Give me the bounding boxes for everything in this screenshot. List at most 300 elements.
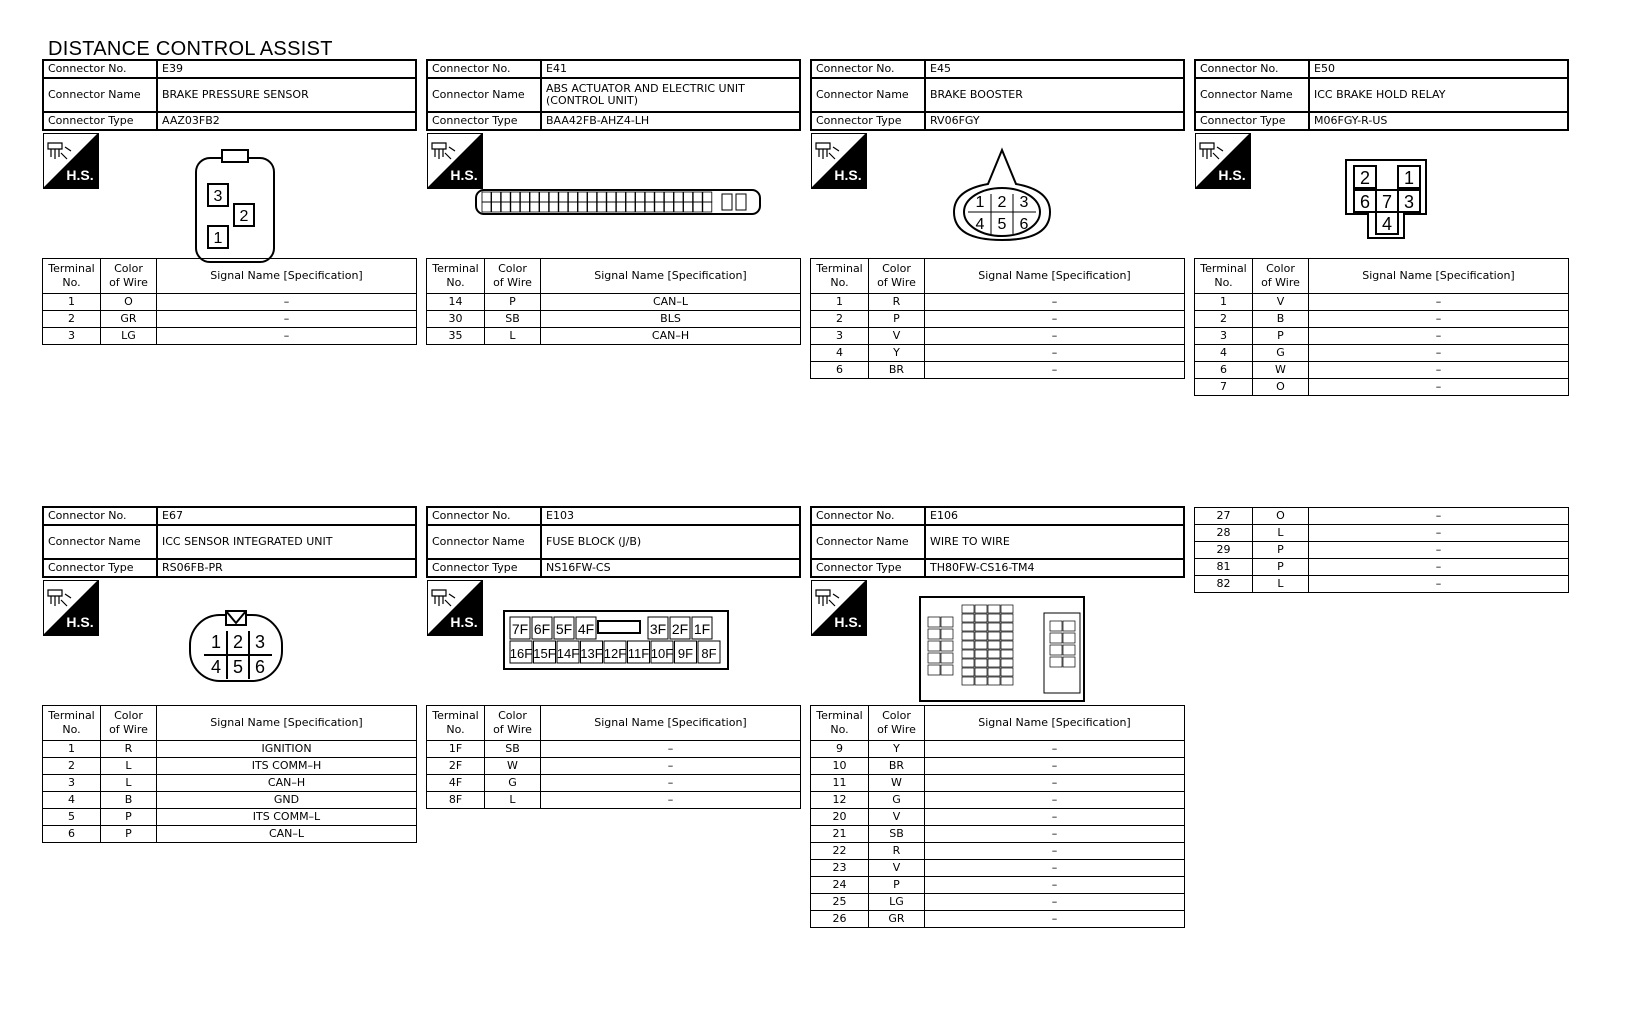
connector-no-value: E50 [1309,60,1568,78]
svg-text:2: 2 [997,194,1007,211]
wire-color-cell: L [485,792,541,809]
wire-color-cell: G [869,792,925,809]
connector-no-label: Connector No. [1195,60,1309,78]
signal-name-cell: – [925,758,1185,775]
signal-name-cell: – [925,328,1185,345]
connector-no-value: E103 [541,507,800,525]
terminal-no-cell: 6 [43,826,101,843]
signal-name-cell: ITS COMM–H [157,758,417,775]
fuse-label: 9F [677,646,694,661]
table-row [1195,311,1569,328]
signal-name-cell: – [1309,576,1569,593]
connector-name-label: Connector Name [1195,78,1309,112]
connector-header-table [42,506,417,578]
color-of-wire-header: Color of Wire [869,706,925,741]
table-row [1195,328,1569,345]
table-row [1195,508,1569,525]
terminal-no-cell: 30 [427,311,485,328]
svg-text:7: 7 [1381,192,1393,212]
signal-name-cell: – [1309,362,1569,379]
table-row [811,775,1185,792]
terminal-no-cell: 2 [43,758,101,775]
svg-text:1: 1 [975,194,985,211]
table-row [811,877,1185,894]
svg-text:3: 3 [213,188,223,205]
wire-color-cell: W [485,758,541,775]
wire-color-cell: P [1253,542,1309,559]
svg-text:1: 1 [210,632,222,652]
connector-no-value: E39 [157,60,416,78]
signal-name-cell: – [157,311,417,328]
wire-color-cell: P [101,809,157,826]
harness-side-icon [1195,133,1251,189]
table-row [811,345,1185,362]
terminal-no-cell: 3 [1195,328,1253,345]
fuse-label: 14F [556,646,580,661]
harness-side-icon [43,133,99,189]
wire-color-cell: W [869,775,925,792]
color-of-wire-header: Color of Wire [485,706,541,741]
signal-table [810,705,1185,928]
color-of-wire-header: Color of Wire [101,706,157,741]
wire-color-cell: G [485,775,541,792]
signal-name-cell: – [1309,294,1569,311]
table-row [427,311,801,328]
terminal-no-cell: 1F [427,741,485,758]
connector-no-label: Connector No. [43,60,157,78]
svg-text:1: 1 [213,230,223,247]
fuse-label: 10F [650,646,674,661]
signal-name-cell: CAN–H [541,328,801,345]
table-row [1195,362,1569,379]
terminal-no-cell: 11 [811,775,869,792]
hs-label: H.S. [450,614,478,630]
wire-color-cell: BR [869,362,925,379]
terminal-no-cell: 10 [811,758,869,775]
signal-name-cell: – [541,792,801,809]
wire-color-cell: P [1253,559,1309,576]
wire-color-cell: R [869,843,925,860]
terminal-no-cell: 6 [811,362,869,379]
connector-name-value: BRAKE PRESSURE SENSOR [157,78,416,112]
connector-block-e45 [810,59,1185,131]
table-row [811,294,1185,311]
signal-table [426,705,801,809]
signal-name-cell: – [1309,559,1569,576]
signal-name-cell: – [925,311,1185,328]
terminal-no-cell: 2 [811,311,869,328]
wire-color-cell: Y [869,345,925,362]
connector-diagram [192,148,282,266]
wire-color-cell: L [485,328,541,345]
signal-name-cell: – [157,294,417,311]
signal-table [426,258,801,345]
connector-name-label: Connector Name [427,78,541,112]
terminal-no-header: Terminal No. [427,706,485,741]
terminal-no-cell: 4 [1195,345,1253,362]
terminal-no-cell: 2F [427,758,485,775]
connector-type-label: Connector Type [43,559,157,577]
table-row [811,311,1185,328]
fuse-label: 15F [533,646,556,661]
connector-type-value: AAZ03FB2 [157,112,416,130]
table-row [1195,542,1569,559]
connector-header-table [1194,59,1569,131]
connector-header-table [426,506,801,578]
wire-color-cell: SB [485,741,541,758]
signal-name-header: Signal Name [Specification] [541,706,801,741]
fuse-label: 2F [671,621,689,637]
connector-header-table [810,59,1185,131]
wire-color-cell: LG [101,328,157,345]
connector-diagram [186,609,286,685]
signal-name-cell: – [925,345,1185,362]
signal-name-header: Signal Name [Specification] [925,706,1185,741]
table-row [427,741,801,758]
wire-color-cell: GR [101,311,157,328]
hs-label: H.S. [66,614,94,630]
connector-name-value: ICC SENSOR INTEGRATED UNIT [157,525,416,559]
signal-name-cell: – [925,877,1185,894]
signal-name-cell: – [925,894,1185,911]
terminal-no-header: Terminal No. [1195,259,1253,294]
svg-text:6: 6 [254,657,266,677]
wire-color-cell: L [1253,525,1309,542]
signal-table [1194,258,1569,396]
svg-text:3: 3 [1019,194,1029,211]
terminal-no-cell: 4 [811,345,869,362]
table-row [43,311,417,328]
signal-name-header: Signal Name [Specification] [925,259,1185,294]
fuse-label: 11F [627,646,650,661]
wire-color-cell: L [101,775,157,792]
connector-type-label: Connector Type [811,559,925,577]
terminal-no-cell: 4 [43,792,101,809]
terminal-no-cell: 3 [43,328,101,345]
signal-name-cell: – [925,809,1185,826]
table-row [43,294,417,311]
terminal-no-cell: 22 [811,843,869,860]
svg-text:6: 6 [1359,192,1371,212]
connector-block-e50 [1194,59,1569,131]
terminal-no-cell: 20 [811,809,869,826]
connector-block-e41 [426,59,801,131]
color-of-wire-header: Color of Wire [101,259,157,294]
table-row [1195,345,1569,362]
connector-type-value: BAA42FB-AHZ4-LH [541,112,800,130]
table-row [43,809,417,826]
table-row [427,775,801,792]
connector-name-value: FUSE BLOCK (J/B) [541,525,800,559]
signal-table-e41 [426,258,801,345]
signal-name-header: Signal Name [Specification] [157,706,417,741]
wire-color-cell: P [1253,328,1309,345]
wire-color-cell: V [869,328,925,345]
fuse-label: 3F [649,621,667,637]
harness-side-icon [427,580,483,636]
connector-block-e39 [42,59,417,131]
terminal-no-cell: 28 [1195,525,1253,542]
wire-color-cell: SB [869,826,925,843]
wire-color-cell: P [869,877,925,894]
signal-name-cell: – [925,362,1185,379]
terminal-no-cell: 2 [43,311,101,328]
connector-header-table [426,59,801,131]
table-row [427,792,801,809]
connector-diagram [950,146,1054,244]
wire-color-cell: O [101,294,157,311]
connector-type-label: Connector Type [1195,112,1309,130]
signal-name-cell: GND [157,792,417,809]
table-row [811,860,1185,877]
connector-no-label: Connector No. [811,60,925,78]
signal-name-cell: CAN–L [541,294,801,311]
signal-name-cell: – [1309,345,1569,362]
terminal-no-cell: 81 [1195,559,1253,576]
fuse-label: 1F [693,621,711,637]
wire-color-cell: B [101,792,157,809]
wire-color-cell: GR [869,911,925,928]
harness-side-icon [427,133,483,189]
signal-table-e67 [42,705,417,843]
harness-side-icon [811,133,867,189]
signal-table-e45 [810,258,1185,379]
terminal-no-cell: 6 [1195,362,1253,379]
terminal-no-cell: 35 [427,328,485,345]
connector-type-value: NS16FW-CS [541,559,800,577]
table-row [1195,559,1569,576]
terminal-no-cell: 9 [811,741,869,758]
terminal-no-cell: 23 [811,860,869,877]
wire-color-cell: SB [485,311,541,328]
terminal-no-cell: 27 [1195,508,1253,525]
terminal-no-cell: 4F [427,775,485,792]
terminal-no-cell: 26 [811,911,869,928]
signal-table [42,705,417,843]
svg-text:3: 3 [1403,192,1415,212]
terminal-no-cell: 1 [43,294,101,311]
connector-type-label: Connector Type [43,112,157,130]
continuation-table [1194,507,1569,593]
signal-name-cell: – [1309,328,1569,345]
harness-side-icon [43,580,99,636]
table-row [43,826,417,843]
signal-name-cell: – [157,328,417,345]
terminal-no-cell: 25 [811,894,869,911]
wire-color-cell: V [1253,294,1309,311]
terminal-no-header: Terminal No. [43,259,101,294]
terminal-no-cell: 3 [43,775,101,792]
wire-color-cell: O [1253,379,1309,396]
signal-table [810,258,1185,379]
svg-text:6: 6 [1019,216,1029,233]
connector-diagram [1342,156,1432,242]
harness-side-icon [811,580,867,636]
color-of-wire-header: Color of Wire [869,259,925,294]
table-row [43,741,417,758]
connector-no-value: E45 [925,60,1184,78]
signal-name-cell: – [1309,379,1569,396]
hs-label: H.S. [1218,167,1246,183]
fuse-label: 4F [577,621,595,637]
terminal-no-cell: 3 [811,328,869,345]
svg-text:3: 3 [254,632,266,652]
signal-name-cell: – [1309,311,1569,328]
wire-color-cell: R [869,294,925,311]
page-title: DISTANCE CONTROL ASSIST [48,38,333,60]
color-of-wire-header: Color of Wire [1253,259,1309,294]
table-row [811,809,1185,826]
terminal-no-cell: 1 [1195,294,1253,311]
connector-type-value: M06FGY-R-US [1309,112,1568,130]
terminal-no-cell: 21 [811,826,869,843]
wire-color-cell: B [1253,311,1309,328]
table-row [427,758,801,775]
table-row [811,362,1185,379]
connector-name-label: Connector Name [43,525,157,559]
table-row [1195,379,1569,396]
terminal-no-header: Terminal No. [427,259,485,294]
table-row [43,792,417,809]
signal-name-cell: CAN–H [157,775,417,792]
terminal-no-cell: 24 [811,877,869,894]
signal-name-cell: IGNITION [157,741,417,758]
connector-type-label: Connector Type [427,112,541,130]
wire-color-cell: V [869,809,925,826]
svg-text:5: 5 [232,657,244,677]
svg-text:4: 4 [210,657,222,677]
table-row [811,911,1185,928]
connector-type-value: RV06FGY [925,112,1184,130]
connector-no-label: Connector No. [43,507,157,525]
signal-name-cell: – [925,826,1185,843]
connector-type-label: Connector Type [811,112,925,130]
signal-table-e106 [810,705,1185,928]
terminal-no-cell: 12 [811,792,869,809]
hs-label: H.S. [66,167,94,183]
connector-type-value: TH80FW-CS16-TM4 [925,559,1184,577]
connector-name-label: Connector Name [811,78,925,112]
fuse-label: 5F [555,621,573,637]
table-row [811,843,1185,860]
terminal-no-header: Terminal No. [811,706,869,741]
wire-color-cell: P [101,826,157,843]
connector-name-value: WIRE TO WIRE [925,525,1184,559]
fuse-label: 16F [509,646,533,661]
terminal-no-header: Terminal No. [43,706,101,741]
signal-name-cell: – [541,741,801,758]
signal-name-cell: – [925,775,1185,792]
terminal-no-cell: 7 [1195,379,1253,396]
signal-name-cell: – [541,758,801,775]
table-row [811,894,1185,911]
table-row [811,741,1185,758]
svg-text:1: 1 [1403,168,1415,188]
wire-color-cell: P [869,311,925,328]
color-of-wire-header: Color of Wire [485,259,541,294]
hs-label: H.S. [450,167,478,183]
svg-text:2: 2 [239,208,249,225]
fuse-label: 7F [511,621,529,637]
connector-block-e103 [426,506,801,578]
connector-no-label: Connector No. [427,60,541,78]
signal-name-cell: CAN–L [157,826,417,843]
terminal-no-cell: 1 [811,294,869,311]
signal-name-header: Signal Name [Specification] [157,259,417,294]
terminal-no-cell: 1 [43,741,101,758]
table-row [1195,576,1569,593]
signal-name-cell: – [925,911,1185,928]
terminal-no-cell: 2 [1195,311,1253,328]
connector-block-e106 [810,506,1185,578]
connector-header-table [42,59,417,131]
table-row [811,826,1185,843]
connector-name-label: Connector Name [811,525,925,559]
hs-label: H.S. [834,167,862,183]
signal-name-cell: – [1309,508,1569,525]
connector-no-value: E67 [157,507,416,525]
table-row [1195,525,1569,542]
table-row [427,328,801,345]
connector-block-e67 [42,506,417,578]
wire-color-cell: LG [869,894,925,911]
connector-name-value: ABS ACTUATOR AND ELECTRIC UNIT (CONTROL UNIT) [541,78,800,112]
signal-name-cell: – [925,741,1185,758]
fuse-label: 13F [580,646,603,661]
svg-text:2: 2 [232,632,244,652]
connector-diagram [918,595,1088,707]
signal-table-e39 [42,258,417,345]
signal-name-cell: – [541,775,801,792]
table-row [427,294,801,311]
fuse-label: 6F [533,621,551,637]
connector-name-value: BRAKE BOOSTER [925,78,1184,112]
wire-color-cell: W [1253,362,1309,379]
wire-color-cell: V [869,860,925,877]
connector-type-label: Connector Type [427,559,541,577]
fuse-label: 8F [701,646,717,661]
connector-no-label: Connector No. [811,507,925,525]
table-row [43,328,417,345]
terminal-no-cell: 8F [427,792,485,809]
wire-color-cell: Y [869,741,925,758]
table-row [43,758,417,775]
table-row [43,775,417,792]
connector-diagram [502,609,732,673]
table-row [811,758,1185,775]
terminal-no-cell: 5 [43,809,101,826]
connector-header-table [810,506,1185,578]
wire-color-cell: G [1253,345,1309,362]
wire-color-cell: O [1253,508,1309,525]
connector-type-value: RS06FB-PR [157,559,416,577]
connector-name-value: ICC BRAKE HOLD RELAY [1309,78,1568,112]
table-row [1195,294,1569,311]
signal-table [1194,507,1569,593]
wire-color-cell: R [101,741,157,758]
signal-table [42,258,417,345]
signal-table-e103 [426,705,801,809]
signal-name-cell: – [925,294,1185,311]
wire-color-cell: BR [869,758,925,775]
svg-text:2: 2 [1359,168,1371,188]
terminal-no-cell: 14 [427,294,485,311]
signal-name-cell: ITS COMM–L [157,809,417,826]
table-row [811,792,1185,809]
signal-name-cell: BLS [541,311,801,328]
signal-name-cell: – [1309,525,1569,542]
connector-no-label: Connector No. [427,507,541,525]
